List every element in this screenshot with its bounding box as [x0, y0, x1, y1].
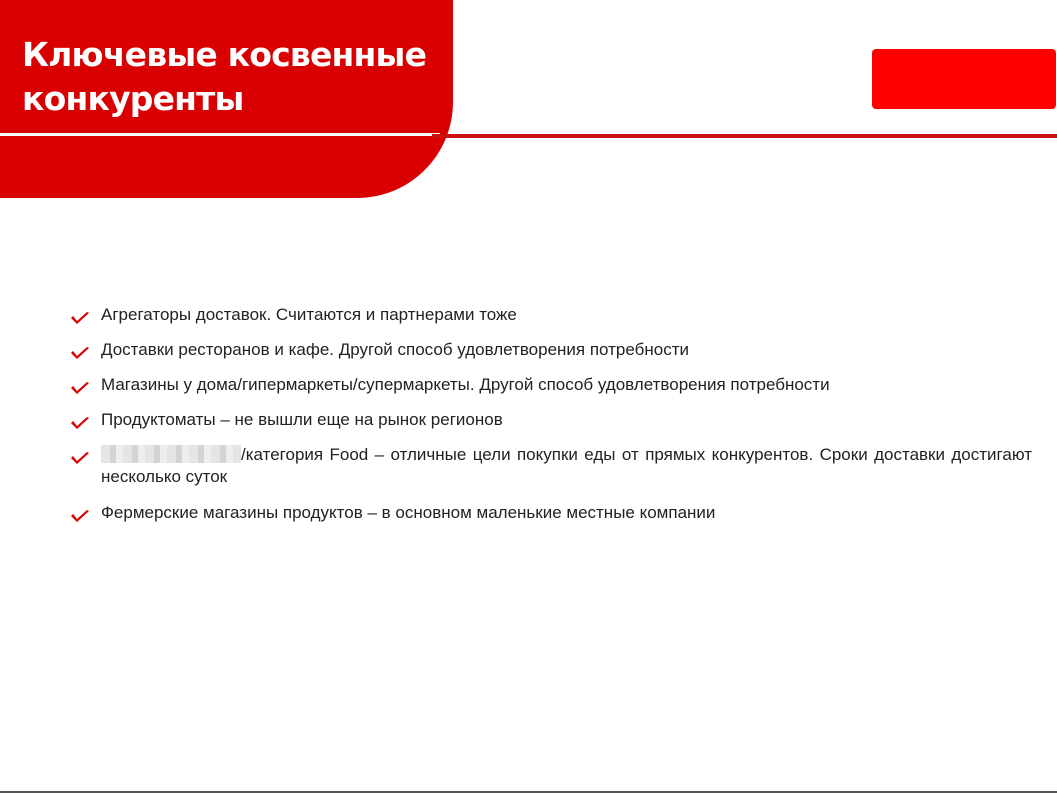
- bullet-item: [70, 444, 1032, 488]
- redacted-brand-name: [101, 445, 241, 463]
- bullet-text: Доставки ресторанов и кафе. Другой способ удовлетворения потребности: [101, 340, 689, 359]
- checkmark-icon: [70, 345, 90, 361]
- bullet-text: Магазины у дома/гипермаркеты/супермаркеты. Другой способ удовлетворения потребности: [101, 375, 830, 394]
- title-banner: [0, 0, 453, 198]
- checkmark-icon: [70, 310, 90, 326]
- bullet-text: Фермерские магазины продуктов – в основном маленькие местные компании: [101, 503, 716, 522]
- bullet-item: [70, 409, 1032, 431]
- bullet-item: [70, 374, 1032, 396]
- brand-logo: [872, 49, 1056, 109]
- bullet-list: [70, 304, 1032, 537]
- bullet-text: /категория Food – отличные цели покупки еды от прямых конкурентов. Сроки доставки достигают несколько суток: [101, 445, 1032, 486]
- header-red-line: [432, 134, 1057, 138]
- bullet-item: [70, 502, 1032, 524]
- checkmark-icon: [70, 380, 90, 396]
- checkmark-icon: [70, 450, 90, 466]
- bullet-item: [70, 304, 1032, 326]
- title-divider-stripe: [0, 133, 440, 136]
- bullet-text: Агрегаторы доставок. Считаются и партнерами тоже: [101, 305, 517, 324]
- checkmark-icon: [70, 508, 90, 524]
- slide-title: Ключевые косвенные конкуренты: [22, 35, 427, 118]
- bullet-text: Продуктоматы – не вышли еще на рынок регионов: [101, 410, 503, 429]
- bullet-item: [70, 339, 1032, 361]
- checkmark-icon: [70, 415, 90, 431]
